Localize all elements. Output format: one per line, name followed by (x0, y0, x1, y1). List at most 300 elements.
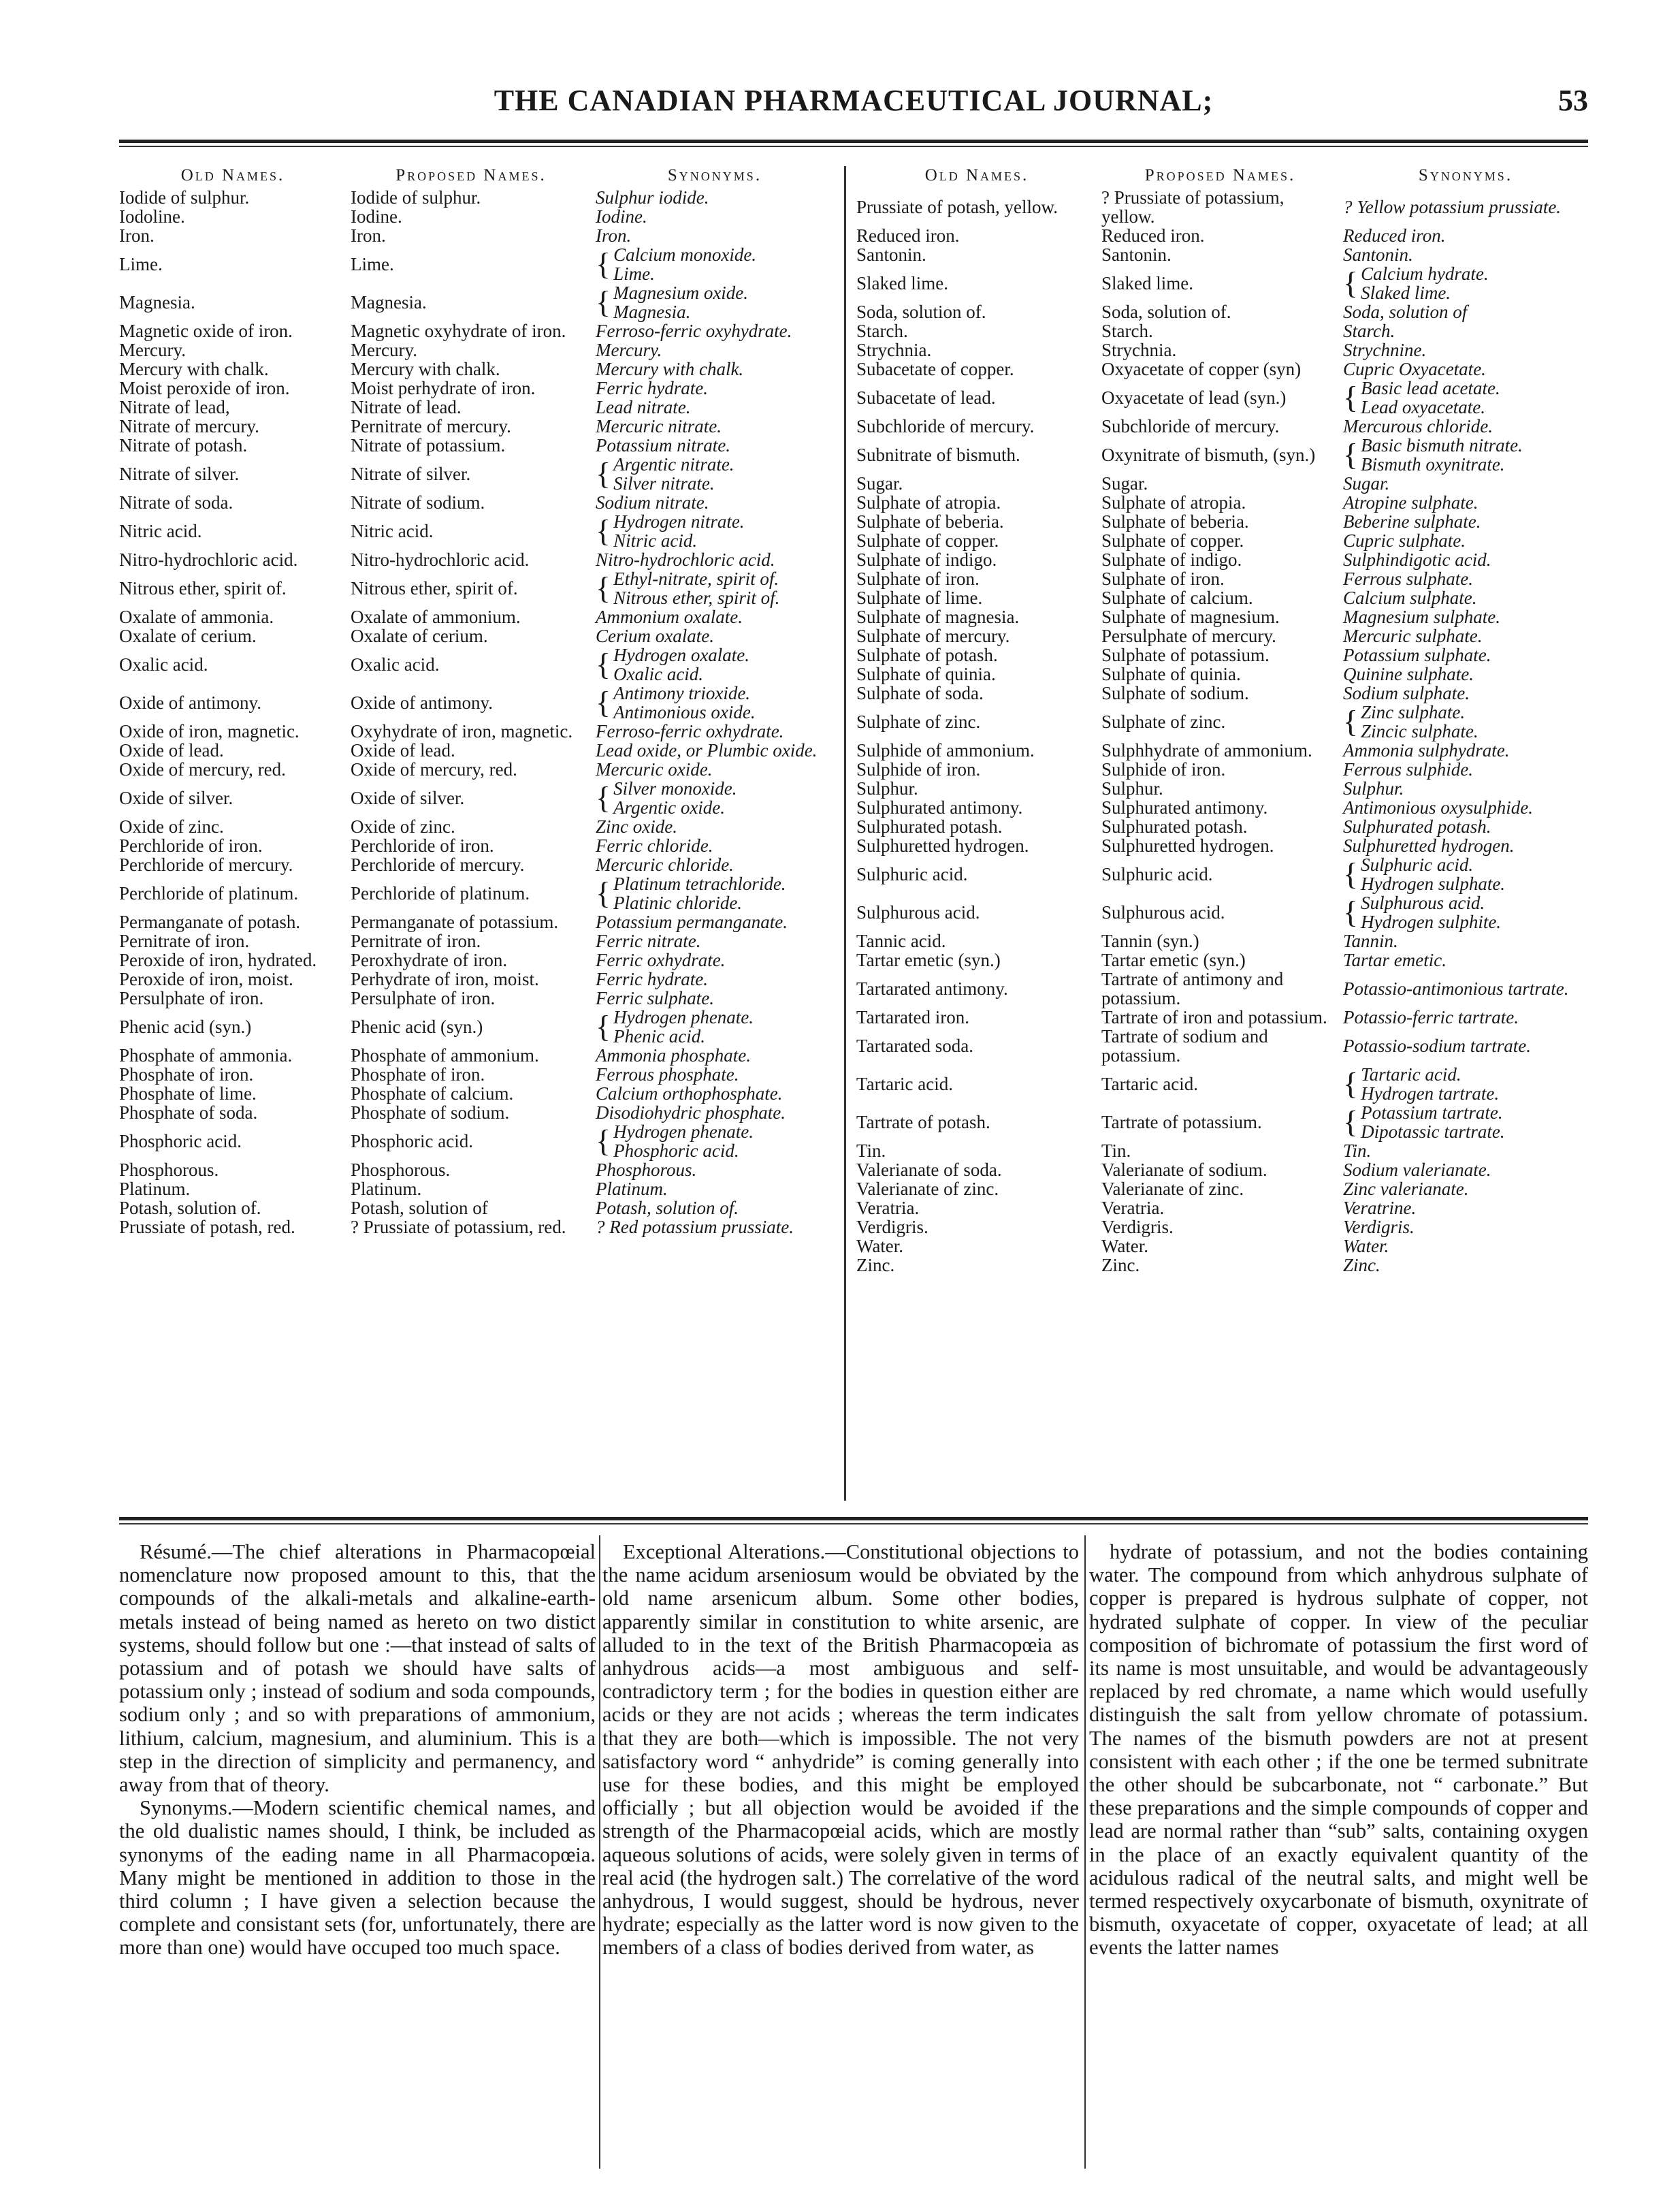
synonym-cell: Potassio-antimonious tartrate. (1343, 978, 1569, 999)
article-paragraph: Résumé.—The chief alterations in Pharmacopœial nomenclature now proposed amount to this, that the compounds of the alkali-metals and alkaline-earth-metals instead of being named as hereto on two distict systems, should follow but one :—that instead of salts of potassium and of potash we should have salts of potassium only ; instead of sodium and soda compounds, sodium only ; and so with preparations of ammonium, lithium, calcium, magnesium, and aluminium. This is a step in the direction of simplicity and permanency, and away from that of theory. (119, 1540, 596, 1797)
synonym-line: Silver monoxide. (613, 778, 737, 799)
old-name-cell: Sulphate of iron. (856, 569, 980, 589)
old-name-cell: Peroxide of iron, moist. (119, 969, 293, 989)
brace-icon: { (596, 1009, 611, 1044)
old-name-cell: Verdigris. (856, 1217, 928, 1237)
old-name-cell: Tannic acid. (856, 931, 946, 951)
col-old-names: Old Names. (180, 166, 285, 185)
synonym-cell: Zinc valerianate. (1343, 1179, 1469, 1199)
proposed-name-cell: Verdigris. (1101, 1217, 1174, 1237)
nomenclature-table-right (856, 166, 1588, 1275)
table-row (856, 684, 1588, 703)
proposed-name-cell: Tin. (1101, 1140, 1131, 1161)
old-name-cell: Sulphate of potash. (856, 645, 998, 665)
table-row (119, 607, 834, 626)
old-name-cell: Sulphur. (856, 778, 918, 799)
brace-icon: { (596, 876, 611, 910)
old-name-cell: Sulphide of iron. (856, 759, 981, 780)
old-name-cell: Soda, solution of. (856, 302, 986, 322)
synonym-cell: Soda, solution of (1343, 302, 1468, 322)
synonym-cell: Ferrous phosphate. (596, 1064, 739, 1085)
synonym-line: Nitrous ether, spirit of. (613, 588, 780, 608)
proposed-name-cell: Sulphate of iron. (1101, 569, 1225, 589)
synonym-cell: Tin. (1343, 1140, 1372, 1161)
proposed-name-cell: Sulphuric acid. (1101, 864, 1213, 884)
old-name-cell: Perchloride of mercury. (119, 855, 293, 875)
synonym-cell: Ferric chloride. (596, 835, 713, 856)
synonym-cell: Iron. (596, 225, 632, 246)
proposed-name-cell: Sulphate of indigo. (1101, 549, 1242, 570)
article-column-3 (1089, 1540, 1588, 1960)
old-name-cell: Sulphate of beberia. (856, 511, 1004, 532)
proposed-name-cell: Sulphate of atropia. (1101, 492, 1246, 513)
table-row (856, 188, 1588, 226)
old-name-cell: Sulphate of atropia. (856, 492, 1001, 513)
old-name-cell: Phosphate of soda. (119, 1102, 258, 1123)
proposed-name-cell: Slaked lime. (1101, 273, 1193, 293)
old-name-cell: Sulphate of lime. (856, 588, 983, 608)
proposed-name-cell: Lime. (351, 254, 394, 274)
old-name-cell: Oxide of iron, magnetic. (119, 721, 300, 741)
table-divider (844, 166, 846, 1501)
synonym-cell: Potassium nitrate. (596, 435, 731, 456)
synonym-cell: Verdigris. (1343, 1217, 1415, 1237)
synonym-cell: Ferric sulphate. (596, 988, 714, 1008)
table-row (119, 550, 834, 569)
brace-icon: { (596, 780, 611, 815)
proposed-name-cell: Tartar emetic (syn.) (1101, 950, 1246, 970)
synonym-cell (596, 455, 834, 493)
table-row (119, 569, 834, 607)
synonym-cell: Ferrous sulphate. (1343, 569, 1473, 589)
proposed-name-cell: Perchloride of platinum. (351, 883, 530, 904)
table-row (856, 474, 1588, 493)
synonym-cell: ? Yellow potassium prussiate. (1343, 197, 1562, 217)
old-name-cell: Iodide of sulphur. (119, 187, 250, 208)
table-row (119, 626, 834, 645)
old-name-cell: Moist peroxide of iron. (119, 378, 290, 398)
table-row (856, 665, 1588, 684)
old-name-cell: Oxide of lead. (119, 740, 224, 761)
synonym-cell: Calcium orthophosphate. (596, 1083, 783, 1104)
proposed-name-cell: Mercury. (351, 340, 417, 360)
synonym-cell: Ferric oxhydrate. (596, 950, 726, 970)
table-row (856, 760, 1588, 779)
proposed-name-cell: Nitrate of lead. (351, 397, 462, 417)
brace-icon: { (1343, 857, 1359, 891)
synonym-line: Argentic nitrate. (613, 454, 734, 475)
table-row (856, 1236, 1588, 1256)
synonym-line: Ethyl-nitrate, spirit of. (613, 569, 779, 589)
old-name-cell: Mercury. (119, 340, 186, 360)
proposed-name-cell: Pernitrate of mercury. (351, 416, 511, 436)
table-row (119, 989, 834, 1008)
synonym-cell (1343, 703, 1588, 741)
table-row (119, 436, 834, 455)
proposed-name-cell: Valerianate of sodium. (1101, 1160, 1267, 1180)
brace-icon: { (596, 246, 611, 281)
synonym-cell (1343, 264, 1588, 302)
brace-icon: { (596, 647, 611, 682)
table-row (856, 264, 1588, 302)
old-name-cell: Oxalate of ammonia. (119, 607, 274, 627)
proposed-name-cell: Magnetic oxyhydrate of iron. (351, 321, 566, 341)
synonym-cell: Tannin. (1343, 931, 1398, 951)
synonym-cell: Reduced iron. (1343, 225, 1446, 246)
table-row (856, 893, 1588, 931)
proposed-name-cell: Tartrate of potassium. (1101, 1112, 1262, 1132)
synonym-cell: Iodine. (596, 206, 647, 227)
old-name-cell: Prussiate of potash, yellow. (856, 197, 1058, 217)
proposed-name-cell: Oxide of silver. (351, 788, 465, 808)
synonym-cell: Sugar. (1343, 473, 1390, 494)
synonym-cell: Santonin. (1343, 244, 1413, 265)
old-name-cell: Subnitrate of bismuth. (856, 445, 1020, 465)
synonym-cell (596, 283, 834, 321)
synonym-cell (1343, 1065, 1588, 1103)
synonym-cell: Beberine sulphate. (1343, 511, 1481, 532)
proposed-name-cell: Potash, solution of (351, 1198, 488, 1218)
proposed-name-cell: Sulphate of beberia. (1101, 511, 1249, 532)
proposed-name-cell: Subchloride of mercury. (1101, 416, 1280, 436)
synonym-line: Platinic chloride. (613, 893, 743, 913)
synonym-line: Sulphurous acid. (1361, 893, 1485, 913)
old-name-cell: Oxide of zinc. (119, 816, 224, 837)
old-name-cell: Perchloride of platinum. (119, 883, 299, 904)
synonym-line: Basic lead acetate. (1361, 378, 1500, 398)
old-name-cell: Magnesia. (119, 292, 195, 313)
synonym-cell: Quinine sulphate. (1343, 664, 1474, 684)
table-row (119, 817, 834, 836)
proposed-name-cell: Perhydrate of iron, moist. (351, 969, 539, 989)
old-name-cell: Valerianate of zinc. (856, 1179, 999, 1199)
old-name-cell: Valerianate of soda. (856, 1160, 1002, 1180)
synonym-line: Hydrogen sulphate. (1361, 874, 1506, 894)
synonym-cell: Phosphorous. (596, 1160, 697, 1180)
old-name-cell: Strychnia. (856, 340, 932, 360)
brace-icon: { (596, 571, 611, 605)
table-row (856, 436, 1588, 474)
table-row (119, 1065, 834, 1084)
article-column-2 (602, 1540, 1079, 1960)
synonym-line: Tartaric acid. (1361, 1064, 1461, 1085)
proposed-name-cell: Oxyacetate of lead (syn.) (1101, 387, 1287, 408)
old-name-cell: Sulphate of zinc. (856, 712, 981, 732)
table-row (856, 798, 1588, 817)
synonym-cell: Antimonious oxysulphide. (1343, 797, 1533, 818)
old-name-cell: Oxalate of cerium. (119, 626, 257, 646)
old-name-cell: Tin. (856, 1140, 886, 1161)
proposed-name-cell: Oxynitrate of bismuth, (syn.) (1101, 445, 1316, 465)
synonym-cell: ? Red potassium prussiate. (596, 1217, 794, 1237)
proposed-name-cell: Sulphuretted hydrogen. (1101, 835, 1274, 856)
synonym-line: Hydrogen phenate. (613, 1007, 754, 1027)
old-name-cell: Sulphate of quinia. (856, 664, 996, 684)
proposed-name-cell: Water. (1101, 1236, 1149, 1256)
table-row (856, 836, 1588, 855)
table-row (119, 1122, 834, 1160)
proposed-name-cell: Perchloride of iron. (351, 835, 494, 856)
table-row (856, 1217, 1588, 1236)
proposed-name-cell: Tannin (syn.) (1101, 931, 1199, 951)
synonym-cell: Potassio-ferric tartrate. (1343, 1007, 1519, 1027)
synonym-cell: Potassium sulphate. (1343, 645, 1491, 665)
synonym-cell: Mercuric sulphate. (1343, 626, 1483, 646)
col-old-names: Old Names. (924, 166, 1029, 185)
article-column-1 (119, 1540, 596, 1960)
table-row (119, 340, 834, 360)
table-row (119, 379, 834, 398)
table-row (119, 1103, 834, 1122)
old-name-cell: Subacetate of lead. (856, 387, 996, 408)
synonym-cell: Sulphurated potash. (1343, 816, 1491, 837)
table-row (856, 931, 1588, 951)
table-row (119, 855, 834, 874)
old-name-cell: Sulphurous acid. (856, 902, 980, 923)
synonym-line: Basic bismuth nitrate. (1361, 435, 1523, 456)
proposed-name-cell: Persulphate of iron. (351, 988, 496, 1008)
old-name-cell: Oxide of mercury, red. (119, 759, 286, 780)
table-row (119, 1084, 834, 1103)
synonym-cell: Lead nitrate. (596, 397, 691, 417)
proposed-name-cell: Zinc. (1101, 1255, 1140, 1275)
table-row (119, 684, 834, 722)
synonym-cell: Sodium valerianate. (1343, 1160, 1491, 1180)
proposed-name-cell: Persulphate of mercury. (1101, 626, 1276, 646)
proposed-name-cell: Sulphhydrate of ammonium. (1101, 740, 1312, 761)
synonym-line: Phenic acid. (613, 1026, 706, 1047)
proposed-name-cell: Iodide of sulphur. (351, 187, 481, 208)
table-row (856, 550, 1588, 569)
table-row (856, 569, 1588, 588)
table-row (856, 607, 1588, 626)
old-name-cell: Persulphate of iron. (119, 988, 264, 1008)
brace-icon: { (1343, 895, 1359, 929)
column-divider (599, 1535, 600, 2169)
proposed-name-cell: Mercury with chalk. (351, 359, 500, 379)
table-row (119, 226, 834, 245)
proposed-name-cell: Phosphate of ammonium. (351, 1045, 539, 1066)
old-name-cell: Sulphuretted hydrogen. (856, 835, 1029, 856)
proposed-name-cell: Phosphate of iron. (351, 1064, 485, 1085)
old-name-cell: Nitrate of silver. (119, 464, 240, 484)
header-rule-thin (119, 146, 1588, 147)
old-name-cell: Prussiate of potash, red. (119, 1217, 295, 1237)
table-row (119, 874, 834, 912)
article-paragraph: Synonyms.—Modern scientific chemical names, and the old dualistic names should, I think, be included as synonyms of the eading name in all Pharmacopœia. Many might be mentioned in addition to those in the third column ; I have given a selection because the complete and consistant sets (for, unfortunately, there are more than one) would have occuped too much space. (119, 1796, 596, 1960)
proposed-name-cell: Starch. (1101, 321, 1153, 341)
synonym-cell: Ferric hydrate. (596, 378, 708, 398)
synonym-cell (1343, 379, 1588, 417)
old-name-cell: Magnetic oxide of iron. (119, 321, 293, 341)
table-row (856, 531, 1588, 550)
old-name-cell: Tartarated iron. (856, 1007, 970, 1027)
table-row (119, 245, 834, 283)
synonym-cell (596, 779, 834, 817)
synonym-cell: Ferrous sulphide. (1343, 759, 1473, 780)
proposed-name-cell: Tartrate of antimony and potassium. (1101, 969, 1284, 1008)
old-name-cell: Nitrate of mercury. (119, 416, 259, 436)
old-name-cell: Phosphate of lime. (119, 1083, 257, 1104)
synonym-cell (1343, 893, 1588, 931)
synonym-cell: Zinc oxide. (596, 816, 677, 837)
proposed-name-cell: Sulphate of sodium. (1101, 683, 1249, 703)
old-name-cell: Sulphide of ammonium. (856, 740, 1035, 761)
old-name-cell: Platinum. (119, 1179, 191, 1199)
synonym-cell: Water. (1343, 1236, 1389, 1256)
proposed-name-cell: Sulphate of quinia. (1101, 664, 1241, 684)
proposed-name-cell: Oxalate of ammonium. (351, 607, 521, 627)
synonym-cell: Strychnine. (1343, 340, 1427, 360)
synonym-cell: Ammonium oxalate. (596, 607, 743, 627)
proposed-name-cell: Sulphurous acid. (1101, 902, 1225, 923)
proposed-name-cell: Santonin. (1101, 244, 1172, 265)
brace-icon: { (596, 285, 611, 319)
page-number: 53 (1558, 84, 1588, 117)
proposed-name-cell: Nitro-hydrochloric acid. (351, 549, 530, 570)
proposed-name-cell: Magnesia. (351, 292, 427, 313)
table-row (119, 1217, 834, 1236)
synonym-cell: Starch. (1343, 321, 1395, 341)
old-name-cell: Phenic acid (syn.) (119, 1017, 252, 1037)
proposed-name-cell: Oxide of antimony. (351, 692, 493, 713)
proposed-name-cell: Moist perhydrate of iron. (351, 378, 536, 398)
table-row (119, 283, 834, 321)
table-row (119, 360, 834, 379)
proposed-name-cell: Iodine. (351, 206, 402, 227)
synonym-cell: Veratrine. (1343, 1198, 1417, 1218)
table-row (119, 836, 834, 855)
synonym-line: Zinc sulphate. (1361, 702, 1466, 722)
table-rows-left (119, 188, 834, 1236)
synonym-line: Dipotassic tartrate. (1361, 1121, 1505, 1142)
synonym-line: Calcium monoxide. (613, 244, 757, 265)
old-name-cell: Perchloride of iron. (119, 835, 263, 856)
brace-icon: { (1343, 704, 1359, 739)
synonym-line: Oxalic acid. (613, 664, 704, 684)
synonym-cell: Sulphindigotic acid. (1343, 549, 1491, 570)
proposed-name-cell: Oxide of lead. (351, 740, 455, 761)
synonym-cell (596, 1008, 834, 1046)
proposed-name-cell: Phosphoric acid. (351, 1131, 473, 1151)
proposed-name-cell: Sulphurated potash. (1101, 816, 1248, 837)
table-header-right (856, 166, 1588, 185)
table-row (856, 645, 1588, 665)
synonym-cell: Sulphur. (1343, 778, 1404, 799)
proposed-name-cell: Oxyhydrate of iron, magnetic. (351, 721, 573, 741)
table-row (119, 207, 834, 226)
old-name-cell: Sugar. (856, 473, 903, 494)
synonym-cell: Ferric hydrate. (596, 969, 708, 989)
brace-icon: { (596, 1123, 611, 1158)
table-row (119, 970, 834, 989)
table-row (119, 760, 834, 779)
proposed-name-cell: Tartrate of sodium and potassium. (1101, 1026, 1268, 1066)
table-row (119, 188, 834, 207)
table-row (119, 1179, 834, 1198)
synonym-cell (596, 684, 834, 722)
synonym-cell: Mercuric chloride. (596, 855, 734, 875)
old-name-cell: Subchloride of mercury. (856, 416, 1035, 436)
table-row (856, 321, 1588, 340)
table-row (856, 855, 1588, 893)
table-row (856, 1103, 1588, 1141)
synonym-line: Potassium tartrate. (1361, 1102, 1503, 1123)
article-paragraph: hydrate of potassium, and not the bodies containing water. The compound from which anhydrous sulphate of copper is prepared is hydrous sulphate of copper, not hydrated sulphate of copper. In view of the peculiar composition of bichromate of potassium the first word of its name is most unsuitable, and would be advantageously replaced by red chromate, a name which would usefully distinguish the salt from yellow chromate of potassium. The names of the bismuth powders are not at present consistent with each other ; if the one be termed subnitrate the other should be subcarbonate, not “ carbonate.” But these preparations and the simple compounds of copper and lead are normal rather than “sub” salts, containing oxygen in the place of an exactly equivalent quantity of the acidulous radical of the neutral salts, and might well be termed respectively oxycarbonate of bismuth, oxynitrate of bismuth, oxyacetate of copper, oxyacetate of lead; at all events the latter names (1089, 1540, 1588, 1960)
old-name-cell: Sulphate of indigo. (856, 549, 997, 570)
synonym-cell: Cerium oxalate. (596, 626, 714, 646)
old-name-cell: Nitrous ether, spirit of. (119, 578, 287, 598)
table-row (856, 626, 1588, 645)
proposed-name-cell: Reduced iron. (1101, 225, 1205, 246)
synonym-line: Zincic sulphate. (1361, 721, 1479, 741)
table-row (856, 360, 1588, 379)
synonym-cell: Cupric sulphate. (1343, 530, 1466, 551)
col-synonyms: Synonyms. (1418, 166, 1513, 185)
table-row (856, 703, 1588, 741)
table-row (856, 1256, 1588, 1275)
synonym-line: Nitric acid. (613, 530, 698, 551)
proposed-name-cell: Phosphate of sodium. (351, 1102, 510, 1123)
table-row (119, 512, 834, 550)
synonym-cell: Mercuric nitrate. (596, 416, 722, 436)
proposed-name-cell: Oxalic acid. (351, 654, 440, 675)
old-name-cell: Nitric acid. (119, 521, 202, 541)
proposed-name-cell: Sulphurated antimony. (1101, 797, 1268, 818)
table-row (856, 226, 1588, 245)
synonym-cell: Disodiohydric phosphate. (596, 1102, 786, 1123)
brace-icon: { (1343, 1066, 1359, 1101)
synonym-cell: Tartar emetic. (1343, 950, 1447, 970)
old-name-cell: Pernitrate of iron. (119, 931, 250, 951)
synonym-cell (596, 1122, 834, 1160)
proposed-name-cell: Sugar. (1101, 473, 1148, 494)
proposed-name-cell: Permanganate of potassium. (351, 912, 559, 932)
table-row (856, 302, 1588, 321)
synonym-cell: Sodium sulphate. (1343, 683, 1470, 703)
synonym-line: Hydrogen oxalate. (613, 645, 750, 665)
synonym-cell (1343, 1103, 1588, 1141)
old-name-cell: Water. (856, 1236, 904, 1256)
old-name-cell: Subacetate of copper. (856, 359, 1014, 379)
old-name-cell: Starch. (856, 321, 908, 341)
synonym-cell: Potash, solution of. (596, 1198, 739, 1218)
proposed-name-cell: ? Prussiate of potassium, yellow. (1101, 187, 1285, 227)
proposed-name-cell: Oxalate of cerium. (351, 626, 488, 646)
old-name-cell: Veratria. (856, 1198, 920, 1218)
synonym-line: Hydrogen sulphite. (1361, 912, 1502, 932)
proposed-name-cell: Sulphate of zinc. (1101, 712, 1226, 732)
proposed-name-cell: Nitrous ether, spirit of. (351, 578, 518, 598)
old-name-cell: Mercury with chalk. (119, 359, 269, 379)
table-row (856, 512, 1588, 531)
table-rows-right (856, 188, 1588, 1275)
proposed-name-cell: Sulphate of calcium. (1101, 588, 1253, 608)
proposed-name-cell: Platinum. (351, 1179, 422, 1199)
synonym-cell: Sulphur iodide. (596, 187, 709, 208)
synonym-cell: Ferric nitrate. (596, 931, 701, 951)
synonym-cell: Magnesium sulphate. (1343, 607, 1500, 627)
synonym-cell: Cupric Oxyacetate. (1343, 359, 1486, 379)
old-name-cell: Iron. (119, 225, 155, 246)
brace-icon: { (1343, 266, 1359, 300)
old-name-cell: Tartaric acid. (856, 1074, 954, 1094)
old-name-cell: Tartar emetic (syn.) (856, 950, 1001, 970)
brace-icon: { (596, 685, 611, 720)
table-row (856, 1179, 1588, 1198)
table-row (856, 951, 1588, 970)
brace-icon: { (596, 513, 611, 548)
